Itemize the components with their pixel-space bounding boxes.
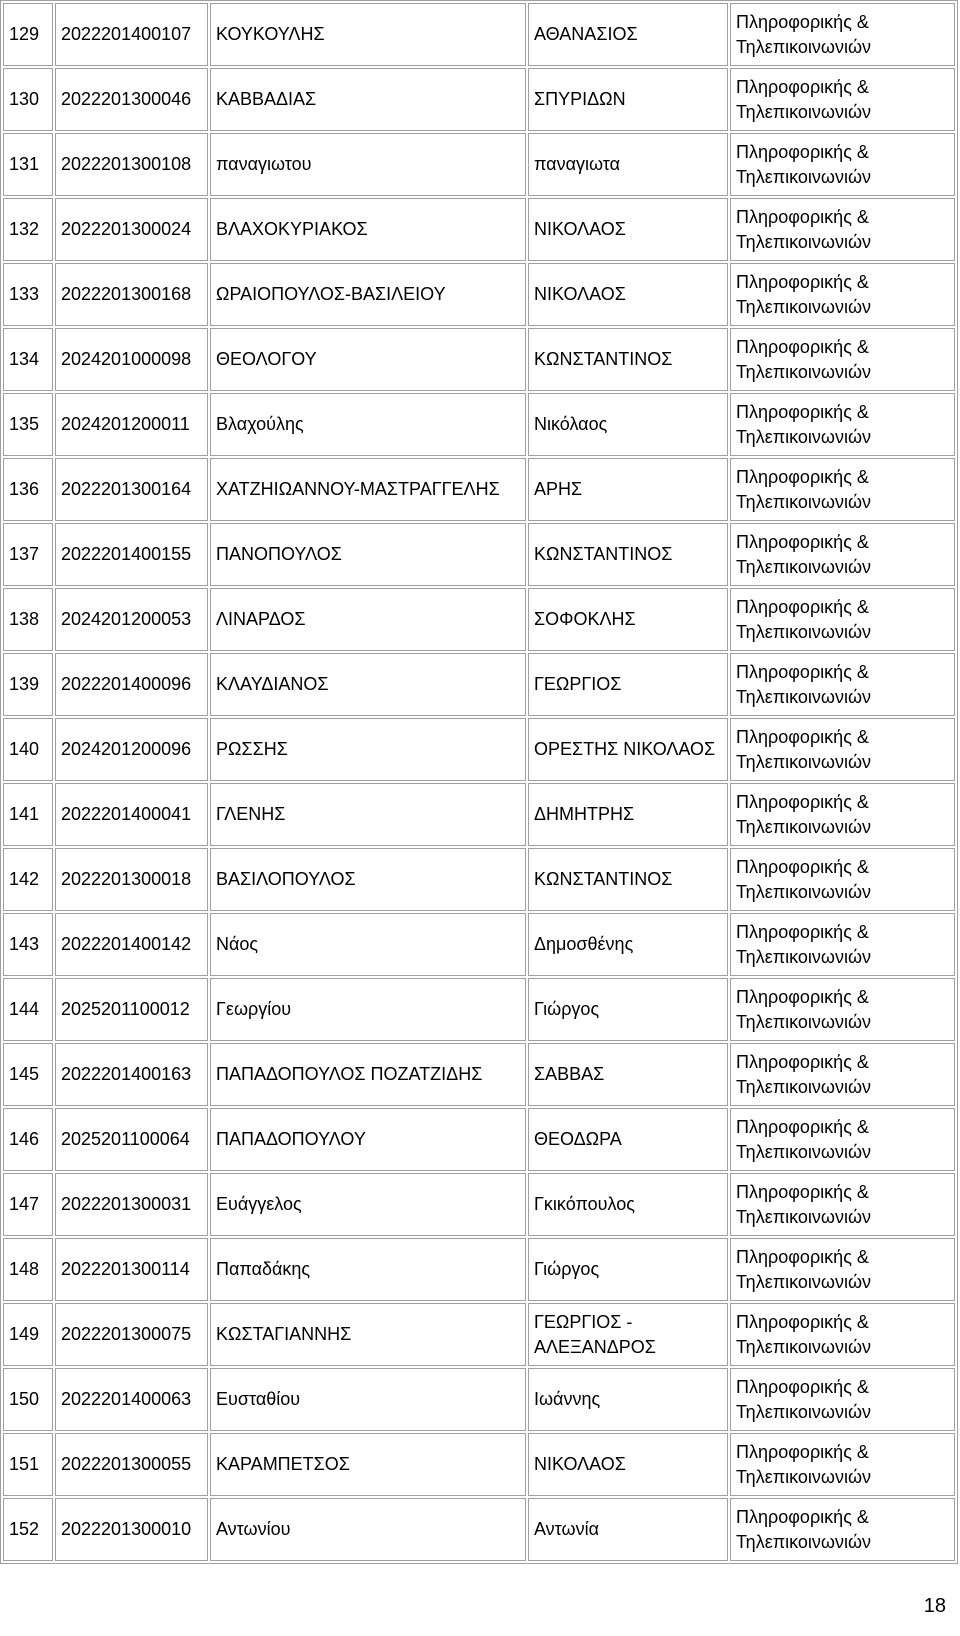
table-row — [3, 783, 955, 846]
table-row — [3, 1303, 955, 1366]
table-row — [3, 1238, 955, 1301]
first-name-cell: ΑΘΑΝΑΣΙΟΣ — [528, 3, 728, 66]
department-line: Τηλεπικοινωνιών — [736, 556, 872, 577]
department-line: Πληροφορικής & — [736, 466, 869, 487]
table-row — [3, 523, 955, 586]
first-name-cell: Γιώργος — [528, 1238, 728, 1301]
department-line: Πληροφορικής & — [736, 336, 869, 357]
department-line: Τηλεπικοινωνιών — [736, 101, 872, 122]
surname-cell: ΚΑΡΑΜΠΕΤΣΟΣ — [210, 1433, 526, 1496]
surname-cell: ΚΟΥΚΟΥΛΗΣ — [210, 3, 526, 66]
table-row — [3, 848, 955, 911]
surname-cell: ΩΡΑΙΟΠΟΥΛΟΣ-ΒΑΣΙΛΕΙΟΥ — [210, 263, 526, 326]
table-row — [3, 588, 955, 651]
department-line: Πληροφορικής & — [736, 531, 869, 552]
department-line: Τηλεπικοινωνιών — [736, 751, 872, 772]
table-row — [3, 978, 955, 1041]
department-line: Πληροφορικής & — [736, 1051, 869, 1072]
department-line: Πληροφορικής & — [736, 141, 869, 162]
first-name-cell: ΘΕΟΔΩΡΑ — [528, 1108, 728, 1171]
table-row — [3, 263, 955, 326]
department-line: Τηλεπικοινωνιών — [736, 36, 872, 57]
row-index-cell: 135 — [3, 393, 53, 456]
surname-cell: Ευάγγελος — [210, 1173, 526, 1236]
first-name-cell: ΚΩΝΣΤΑΝΤΙΝΟΣ — [528, 523, 728, 586]
table-row — [3, 653, 955, 716]
first-name-cell: ΣΑΒΒΑΣ — [528, 1043, 728, 1106]
department-cell — [730, 783, 955, 846]
row-index-cell: 139 — [3, 653, 53, 716]
first-name-cell: ΝΙΚΟΛΑΟΣ — [528, 198, 728, 261]
row-index-cell: 141 — [3, 783, 53, 846]
first-name-cell: Γιώργος — [528, 978, 728, 1041]
table-row — [3, 913, 955, 976]
department-line: Τηλεπικοινωνιών — [736, 1401, 872, 1422]
department-line: Τηλεπικοινωνιών — [736, 296, 872, 317]
registration-number-cell: 2022201300055 — [55, 1433, 208, 1496]
first-name-cell: ΚΩΝΣΤΑΝΤΙΝΟΣ — [528, 328, 728, 391]
row-index-cell: 149 — [3, 1303, 53, 1366]
department-line: Πληροφορικής & — [736, 726, 869, 747]
department-line: Τηλεπικοινωνιών — [736, 231, 872, 252]
department-line: Τηλεπικοινωνιών — [736, 946, 872, 967]
registration-number-cell: 2022201300075 — [55, 1303, 208, 1366]
table-row — [3, 718, 955, 781]
table-row — [3, 133, 955, 196]
registration-number-cell: 2022201400163 — [55, 1043, 208, 1106]
department-line: Πληροφορικής & — [736, 791, 869, 812]
department-line: Πληροφορικής & — [736, 1116, 869, 1137]
department-cell — [730, 458, 955, 521]
registration-number-cell: 2022201300046 — [55, 68, 208, 131]
department-cell — [730, 1498, 955, 1561]
first-name-cell: ΝΙΚΟΛΑΟΣ — [528, 1433, 728, 1496]
registration-number-cell: 2022201400096 — [55, 653, 208, 716]
department-line: Πληροφορικής & — [736, 271, 869, 292]
table-body — [3, 3, 955, 1561]
registration-number-cell: 2022201300024 — [55, 198, 208, 261]
department-line: Πληροφορικής & — [736, 921, 869, 942]
department-cell — [730, 913, 955, 976]
first-name-cell: ΔΗΜΗΤΡΗΣ — [528, 783, 728, 846]
surname-cell: ΠΑΝΟΠΟΥΛΟΣ — [210, 523, 526, 586]
department-cell — [730, 68, 955, 131]
department-line: Τηλεπικοινωνιών — [736, 1271, 872, 1292]
department-cell — [730, 133, 955, 196]
first-name-line: ΑΛΕΞΑΝΔΡΟΣ — [534, 1336, 656, 1357]
department-line: Τηλεπικοινωνιών — [736, 426, 872, 447]
surname-cell: Νάος — [210, 913, 526, 976]
department-line: Πληροφορικής & — [736, 596, 869, 617]
department-line: Πληροφορικής & — [736, 401, 869, 422]
first-name-cell: Γκικόπουλος — [528, 1173, 728, 1236]
department-line: Τηλεπικοινωνιών — [736, 1206, 872, 1227]
department-cell — [730, 1238, 955, 1301]
row-index-cell: 145 — [3, 1043, 53, 1106]
first-name-cell: Δημοσθένης — [528, 913, 728, 976]
table-row — [3, 393, 955, 456]
department-cell — [730, 523, 955, 586]
first-name-cell: ΟΡΕΣΤΗΣ ΝΙΚΟΛΑΟΣ — [528, 718, 728, 781]
first-name-cell: ΣΟΦΟΚΛΗΣ — [528, 588, 728, 651]
registration-number-cell: 2022201400155 — [55, 523, 208, 586]
registration-number-cell: 2024201200011 — [55, 393, 208, 456]
row-index-cell: 131 — [3, 133, 53, 196]
table-row — [3, 3, 955, 66]
surname-cell: ΒΛΑΧΟΚΥΡΙΑΚΟΣ — [210, 198, 526, 261]
row-index-cell: 140 — [3, 718, 53, 781]
table-row — [3, 1368, 955, 1431]
department-line: Πληροφορικής & — [736, 661, 869, 682]
row-index-cell: 130 — [3, 68, 53, 131]
row-index-cell: 147 — [3, 1173, 53, 1236]
department-cell — [730, 263, 955, 326]
registration-number-cell: 2022201300108 — [55, 133, 208, 196]
registration-number-cell: 2024201200053 — [55, 588, 208, 651]
surname-cell: ΠΑΠΑΔΟΠΟΥΛΟΣ ΠΟΖΑΤΖΙΔΗΣ — [210, 1043, 526, 1106]
department-cell — [730, 588, 955, 651]
surname-cell: ΠΑΠΑΔΟΠΟΥΛΟΥ — [210, 1108, 526, 1171]
row-index-cell: 151 — [3, 1433, 53, 1496]
department-cell — [730, 1433, 955, 1496]
surname-cell: Παπαδάκης — [210, 1238, 526, 1301]
row-index-cell: 134 — [3, 328, 53, 391]
surname-cell: ΘΕΟΛΟΓΟΥ — [210, 328, 526, 391]
department-line: Τηλεπικοινωνιών — [736, 1336, 872, 1357]
table-row — [3, 1043, 955, 1106]
surname-cell: ΓΛΕΝΗΣ — [210, 783, 526, 846]
department-line: Πληροφορικής & — [736, 1311, 869, 1332]
row-index-cell: 142 — [3, 848, 53, 911]
row-index-cell: 150 — [3, 1368, 53, 1431]
surname-cell: ΧΑΤΖΗΙΩΑΝΝΟΥ-ΜΑΣΤΡΑΓΓΕΛΗΣ — [210, 458, 526, 521]
table-row — [3, 1173, 955, 1236]
surname-cell: ΚΩΣΤΑΓΙΑΝΝΗΣ — [210, 1303, 526, 1366]
row-index-cell: 129 — [3, 3, 53, 66]
department-line: Τηλεπικοινωνιών — [736, 1531, 872, 1552]
row-index-cell: 146 — [3, 1108, 53, 1171]
table-row — [3, 1108, 955, 1171]
department-line: Τηλεπικοινωνιών — [736, 361, 872, 382]
registration-number-cell: 2022201300114 — [55, 1238, 208, 1301]
row-index-cell: 152 — [3, 1498, 53, 1561]
registration-number-cell: 2022201400041 — [55, 783, 208, 846]
first-name-cell: ΑΡΗΣ — [528, 458, 728, 521]
registration-number-cell: 2022201400063 — [55, 1368, 208, 1431]
surname-cell: Ευσταθίου — [210, 1368, 526, 1431]
department-cell — [730, 1173, 955, 1236]
department-cell — [730, 1368, 955, 1431]
department-cell — [730, 393, 955, 456]
department-cell — [730, 1108, 955, 1171]
department-cell — [730, 3, 955, 66]
surname-cell: ΛΙΝΑΡΔΟΣ — [210, 588, 526, 651]
department-line: Πληροφορικής & — [736, 76, 869, 97]
registration-number-cell: 2025201100064 — [55, 1108, 208, 1171]
registration-number-cell: 2024201000098 — [55, 328, 208, 391]
registration-number-cell: 2024201200096 — [55, 718, 208, 781]
department-line: Πληροφορικής & — [736, 1181, 869, 1202]
table-row — [3, 1498, 955, 1561]
row-index-cell: 138 — [3, 588, 53, 651]
department-line: Τηλεπικοινωνιών — [736, 1141, 872, 1162]
first-name-cell: Ιωάννης — [528, 1368, 728, 1431]
surname-cell: Γεωργίου — [210, 978, 526, 1041]
surname-cell: ΡΩΣΣΗΣ — [210, 718, 526, 781]
row-index-cell: 132 — [3, 198, 53, 261]
department-cell — [730, 328, 955, 391]
first-name-cell: ΚΩΝΣΤΑΝΤΙΝΟΣ — [528, 848, 728, 911]
registration-number-cell: 2022201300018 — [55, 848, 208, 911]
row-index-cell: 136 — [3, 458, 53, 521]
table-row — [3, 68, 955, 131]
registration-number-cell: 2022201300031 — [55, 1173, 208, 1236]
first-name-cell: παναγιωτα — [528, 133, 728, 196]
department-line: Πληροφορικής & — [736, 1441, 869, 1462]
row-index-cell: 143 — [3, 913, 53, 976]
first-name-cell: ΝΙΚΟΛΑΟΣ — [528, 263, 728, 326]
department-cell — [730, 653, 955, 716]
department-cell — [730, 978, 955, 1041]
table-row — [3, 458, 955, 521]
first-name-cell: Αντωνία — [528, 1498, 728, 1561]
department-line: Πληροφορικής & — [736, 1246, 869, 1267]
row-index-cell: 133 — [3, 263, 53, 326]
registration-number-cell: 2022201300168 — [55, 263, 208, 326]
department-line: Τηλεπικοινωνιών — [736, 1466, 872, 1487]
table-row — [3, 328, 955, 391]
department-cell — [730, 1303, 955, 1366]
department-cell — [730, 848, 955, 911]
registration-number-cell: 2022201300010 — [55, 1498, 208, 1561]
surname-cell: Βλαχούλης — [210, 393, 526, 456]
department-line: Πληροφορικής & — [736, 856, 869, 877]
registration-number-cell: 2022201300164 — [55, 458, 208, 521]
surname-cell: ΚΑΒΒΑΔΙΑΣ — [210, 68, 526, 131]
surname-cell: ΚΛΑΥΔΙΑΝΟΣ — [210, 653, 526, 716]
department-cell — [730, 718, 955, 781]
table-row — [3, 198, 955, 261]
department-line: Τηλεπικοινωνιών — [736, 816, 872, 837]
department-cell — [730, 198, 955, 261]
table-row — [3, 1433, 955, 1496]
surname-cell: ΒΑΣΙΛΟΠΟΥΛΟΣ — [210, 848, 526, 911]
department-line: Πληροφορικής & — [736, 11, 869, 32]
first-name-cell: ΣΠΥΡΙΔΩΝ — [528, 68, 728, 131]
department-line: Τηλεπικοινωνιών — [736, 686, 872, 707]
department-line: Τηλεπικοινωνιών — [736, 491, 872, 512]
department-line: Πληροφορικής & — [736, 1376, 869, 1397]
first-name-cell: ΓΕΩΡΓΙΟΣ — [528, 653, 728, 716]
surname-cell: Αντωνίου — [210, 1498, 526, 1561]
department-line: Τηλεπικοινωνιών — [736, 1011, 872, 1032]
department-line: Πληροφορικής & — [736, 986, 869, 1007]
department-line: Πληροφορικής & — [736, 1506, 869, 1527]
registration-number-cell: 2025201100012 — [55, 978, 208, 1041]
department-line: Τηλεπικοινωνιών — [736, 166, 872, 187]
first-name-cell: Νικόλαος — [528, 393, 728, 456]
department-cell — [730, 1043, 955, 1106]
page-number: 18 — [923, 1595, 946, 1617]
registration-number-cell: 2022201400107 — [55, 3, 208, 66]
first-name-line: ΓΕΩΡΓΙΟΣ - — [534, 1311, 633, 1332]
first-name-cell — [528, 1303, 728, 1366]
department-line: Τηλεπικοινωνιών — [736, 881, 872, 902]
row-index-cell: 137 — [3, 523, 53, 586]
registration-number-cell: 2022201400142 — [55, 913, 208, 976]
department-line: Τηλεπικοινωνιών — [736, 621, 872, 642]
row-index-cell: 148 — [3, 1238, 53, 1301]
surname-cell: παναγιωτου — [210, 133, 526, 196]
department-line: Τηλεπικοινωνιών — [736, 1076, 872, 1097]
row-index-cell: 144 — [3, 978, 53, 1041]
department-line: Πληροφορικής & — [736, 206, 869, 227]
